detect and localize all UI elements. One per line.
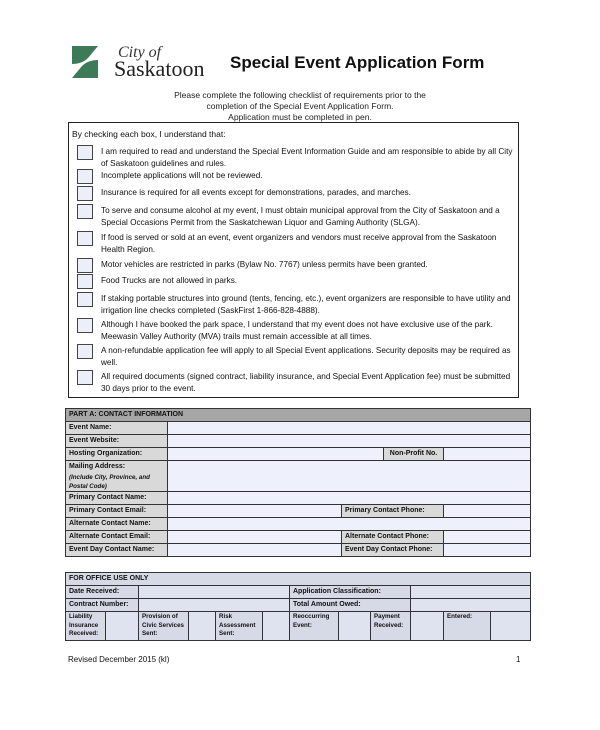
checklist-item-text: If staking portable structures into ground (tents, fencing, etc.), event organizers are responsible to have utility and irrigation line checks completed (SaskFirst 1-866-828-4888). bbox=[101, 294, 511, 315]
checklist-item-text: To serve and consume alcohol at my event, I must obtain municipal approval from the City of Saskatoon and a Special Occasions Permit from the Saskatchewan Liquor and Gaming Authority (SLGA). bbox=[101, 206, 500, 227]
hosting-org-label: Hosting Organization: bbox=[66, 448, 168, 461]
hosting-org-field[interactable] bbox=[168, 448, 384, 461]
checklist-item-text: A non-refundable application fee will apply to all Special Event applications. Security deposits may be required as well. bbox=[101, 346, 511, 367]
intro-line: completion of the Special Event Application Form. bbox=[206, 101, 394, 111]
checklist-item-text: Food Trucks are not allowed in parks. bbox=[101, 276, 238, 285]
payment-label: Payment Received: bbox=[371, 612, 411, 641]
date-received-label: Date Received: bbox=[66, 586, 139, 599]
city-logo-icon bbox=[68, 46, 102, 78]
office-heading: FOR OFFICE USE ONLY bbox=[66, 573, 531, 586]
non-profit-field[interactable] bbox=[444, 448, 531, 461]
checkbox[interactable] bbox=[77, 318, 93, 333]
requirements-checklist bbox=[68, 122, 519, 398]
total-owed-field[interactable] bbox=[411, 599, 531, 612]
day-phone-field[interactable] bbox=[444, 544, 531, 557]
alt-name-label: Alternate Contact Name: bbox=[66, 518, 168, 531]
entered-label: Entered: bbox=[444, 612, 491, 641]
checklist-item-text: Insurance is required for all events except for demonstrations, parades, and marches. bbox=[101, 188, 411, 197]
liability-label: Liability Insurance Received: bbox=[66, 612, 106, 641]
intro-line: Please complete the following checklist of requirements prior to the bbox=[174, 90, 426, 100]
non-profit-label: Non-Profit No. bbox=[384, 448, 444, 461]
alt-phone-label: Alternate Contact Phone: bbox=[342, 531, 444, 544]
checkbox[interactable] bbox=[77, 258, 93, 273]
total-owed-label: Total Amount Owed: bbox=[290, 599, 411, 612]
civic-label: Provision of Civic Services Sent: bbox=[139, 612, 189, 641]
checkbox[interactable] bbox=[77, 231, 93, 246]
alt-email-field[interactable] bbox=[168, 531, 342, 544]
contract-label: Contract Number: bbox=[66, 599, 139, 612]
page-number: 1 bbox=[516, 655, 521, 664]
checkbox[interactable] bbox=[77, 292, 93, 307]
primary-name-field[interactable] bbox=[168, 492, 531, 505]
app-class-field[interactable] bbox=[411, 586, 531, 599]
revised-note: Revised December 2015 (kl) bbox=[68, 655, 170, 664]
contract-field[interactable] bbox=[139, 599, 290, 612]
event-name-label: Event Name: bbox=[66, 422, 168, 435]
reoccurring-field[interactable] bbox=[339, 612, 371, 641]
event-website-field[interactable] bbox=[168, 435, 531, 448]
checkbox[interactable] bbox=[77, 344, 93, 359]
app-class-label: Application Classification: bbox=[290, 586, 411, 599]
part-a-heading: PART A: CONTACT INFORMATION bbox=[66, 409, 531, 422]
event-website-label: Event Website: bbox=[66, 435, 168, 448]
reoccurring-label: Reoccurring Event: bbox=[290, 612, 339, 641]
checklist-item-text: Motor vehicles are restricted in parks (Bylaw No. 7767) unless permits have been granted. bbox=[101, 260, 428, 269]
day-phone-label: Event Day Contact Phone: bbox=[342, 544, 444, 557]
checkbox[interactable] bbox=[77, 204, 93, 219]
civic-field[interactable] bbox=[189, 612, 216, 641]
logo-city-of: City of bbox=[118, 44, 162, 61]
primary-phone-field[interactable] bbox=[444, 505, 531, 518]
contact-information-table bbox=[65, 408, 531, 557]
checklist-item-text: All required documents (signed contract, liability insurance, and Special Event Application fee) must be submitted 30 days prior to the event. bbox=[101, 372, 511, 393]
date-received-field[interactable] bbox=[139, 586, 290, 599]
primary-phone-label: Primary Contact Phone: bbox=[342, 505, 444, 518]
primary-email-field[interactable] bbox=[168, 505, 342, 518]
risk-field[interactable] bbox=[263, 612, 290, 641]
alt-name-field[interactable] bbox=[168, 518, 531, 531]
page-title: Special Event Application Form bbox=[230, 53, 485, 72]
mailing-label-text: Mailing Address: bbox=[69, 463, 126, 470]
day-name-field[interactable] bbox=[168, 544, 342, 557]
checklist-item-text: Although I have booked the park space, I understand that my event does not have exclusive use of the park. Meewasin Valley Authority (MVA) trails must remain accessible at all times. bbox=[101, 320, 493, 341]
entered-field[interactable] bbox=[491, 612, 531, 641]
mailing-note: (Include City, Province, and Postal Code) bbox=[69, 474, 150, 490]
liability-field[interactable] bbox=[106, 612, 139, 641]
mailing-field[interactable] bbox=[168, 461, 531, 492]
intro-text bbox=[100, 90, 500, 123]
alt-phone-field[interactable] bbox=[444, 531, 531, 544]
checklist-item-text: I am required to read and understand the Special Event Information Guide and am responsible to abide by all City of Saskatoon guidelines and rules. bbox=[101, 147, 513, 168]
day-name-label: Event Day Contact Name: bbox=[66, 544, 168, 557]
event-name-field[interactable] bbox=[168, 422, 531, 435]
risk-label: Risk Assessment Sent: bbox=[216, 612, 263, 641]
payment-field[interactable] bbox=[411, 612, 444, 641]
checkbox[interactable] bbox=[77, 370, 93, 385]
checklist-item-text: Incomplete applications will not be reviewed. bbox=[101, 171, 263, 180]
intro-line: Application must be completed in pen. bbox=[228, 112, 372, 122]
primary-name-label: Primary Contact Name: bbox=[66, 492, 168, 505]
checkbox[interactable] bbox=[77, 186, 93, 201]
logo-saskatoon: Saskatoon bbox=[114, 56, 205, 81]
office-use-table bbox=[65, 572, 531, 641]
checkbox[interactable] bbox=[77, 274, 93, 289]
alt-email-label: Alternate Contact Email: bbox=[66, 531, 168, 544]
checklist-item-text: If food is served or sold at an event, event organizers and vendors must receive approval from the Saskatoon Health Region. bbox=[101, 233, 497, 254]
checkbox[interactable] bbox=[77, 145, 93, 160]
primary-email-label: Primary Contact Email: bbox=[66, 505, 168, 518]
mailing-label bbox=[66, 461, 168, 492]
checklist-lead: By checking each box, I understand that: bbox=[72, 129, 226, 139]
checkbox[interactable] bbox=[77, 169, 93, 184]
